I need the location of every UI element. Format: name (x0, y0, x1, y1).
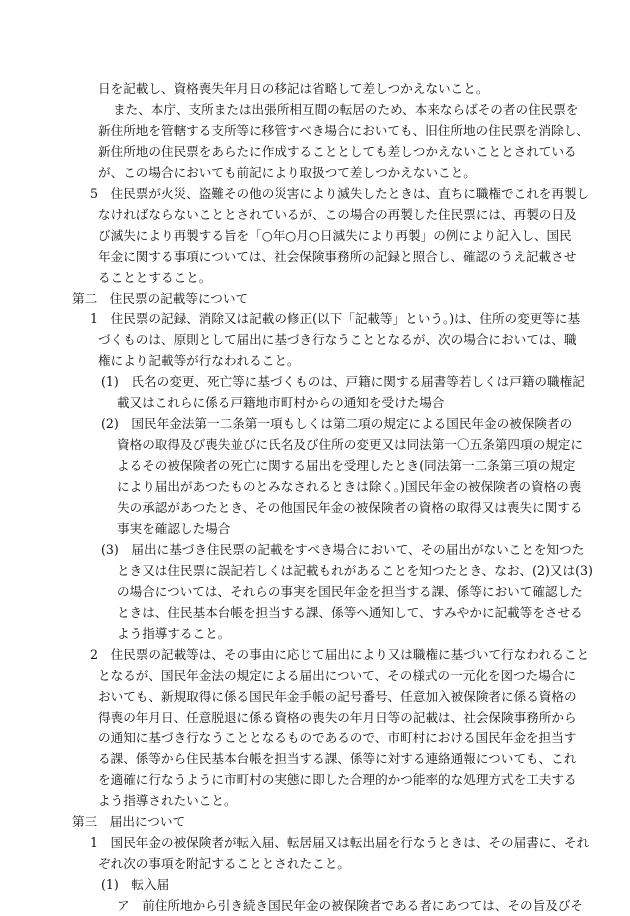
text-line: よう指導されたいこと。 (98, 793, 237, 809)
text-line: (3) 届出に基づき住民票の記載をすべき場合において、その届出がないことを知つた (101, 541, 585, 557)
text-line: (1) 転入届 (101, 877, 170, 893)
text-line: を適確に行なうように市町村の実態に即した合理的かつ能率的な処理方式を工夫する (98, 772, 577, 788)
text-line: 第三 届出について (72, 814, 186, 830)
text-line: (1) 氏名の変更、死亡等に基づくものは、戸籍に関する届書等若しくは戸籍の職権記 (101, 374, 585, 390)
text-line: び滅失により再製する旨を「○年○月○日滅失により再製」の例により記入し、国民 (98, 227, 572, 243)
text-line: (2) 国民年金法第一二条第一項もしくは第二項の規定による国民年金の被保険者の (101, 416, 573, 432)
text-line: 資格の取得及び喪失並びに氏名及び住所の変更又は同法第一〇五条第四項の規定に (117, 437, 583, 453)
text-line: 5 住民票が火災、盗難その他の災害により滅失したときは、直ちに職権でこれを再製し (90, 185, 590, 201)
text-line: 新住所地の住民票をあらたに作成することとしても差しつかえないこととされている (98, 143, 577, 159)
text-line: づくものは、原則として届出に基づき行なうこととなるが、次の場合においては、職 (98, 332, 577, 348)
text-line: が、この場合においても前記により取扱つて差しつかえないこと。 (98, 164, 476, 180)
text-line: 失の承認があつたとき、その他国民年金の被保険者の資格の取得又は喪失に関する (117, 500, 583, 515)
text-line: 1 住民票の記録、消除又は記載の修正(以下「記載等」という。)は、住所の変更等に基 (90, 311, 581, 327)
text-line: 1 国民年金の被保険者が転入届、転居届又は転出届を行なうときは、その届書に、それ (90, 835, 590, 851)
text-line: ときは、住民基本台帳を担当する課、係等へ通知して、すみやかに記載等をさせる (117, 604, 583, 620)
text-line: 載又はこれらに係る戸籍地市町村からの通知を受けた場合 (117, 395, 445, 411)
text-line: なければならないこととされているが、この場合の再製した住民票には、再製の日及 (98, 206, 577, 222)
text-line: 2 住民票の記載等は、その事由に応じて届出により又は職権に基づいて行なわれること (90, 646, 590, 662)
text-line: 事実を確認した場合 (117, 521, 231, 536)
text-line: 得喪の年月日、任意脱退に係る資格の喪失の年月日等の記載は、社会保険事務所から (98, 709, 577, 725)
text-line: 日を記載し、資格喪失年月日の移記は省略して差しつかえないこと。 (98, 81, 489, 96)
text-line: の通知に基づき行なうこととなるものであるので、市町村における国民年金を担当す (98, 730, 577, 746)
text-line: 年金に関する事項については、社会保険事務所の記録と照合し、確認のうえ記載させ (98, 248, 577, 264)
text-line: る課、係等から住民基本台帳を担当する課、係等に対する連絡通報についても、これ (98, 751, 577, 767)
text-line: 権により記載等が行なわれること。 (98, 353, 300, 369)
text-line: 第二 住民票の記載等について (72, 290, 249, 306)
text-line: ア 前住所地から引き続き国民年金の被保険者である者にあつては、その旨及びそ (117, 898, 583, 913)
text-line: よう指導すること。 (117, 625, 231, 641)
text-line: また、本庁、支所または出張所相互間の転居のため、本来ならばその者の住民票を (113, 102, 579, 117)
text-line: 新住所地を管轄する支所等に移管すべき場合においても、旧住所地の住民票を消除し、 (98, 122, 589, 138)
text-line: ぞれ次の事項を附記することとされたこと。 (98, 856, 350, 872)
text-line: とき又は住民票に誤記若しくは記載もれがあることを知つたとき、なお、(2)又は(3) (117, 562, 593, 578)
text-line: となるが、国民年金法の規定による届出について、その様式の一元化を図つた場合に (98, 667, 577, 683)
text-line: により届出があつたものとみなされるときは除く。)国民年金の被保険者の資格の喪 (117, 479, 582, 495)
text-line: おいても、新規取得に係る国民年金手帳の記号番号、任意加入被保険者に係る資格の (98, 688, 577, 704)
text-line: ることとすること。 (98, 269, 212, 285)
text-line: の場合については、それらの事実を国民年金を担当する課、係等において確認した (117, 583, 583, 599)
text-line: よるその被保険者の死亡に関する届出を受理したとき(同法第一二条第三項の規定 (117, 458, 576, 474)
